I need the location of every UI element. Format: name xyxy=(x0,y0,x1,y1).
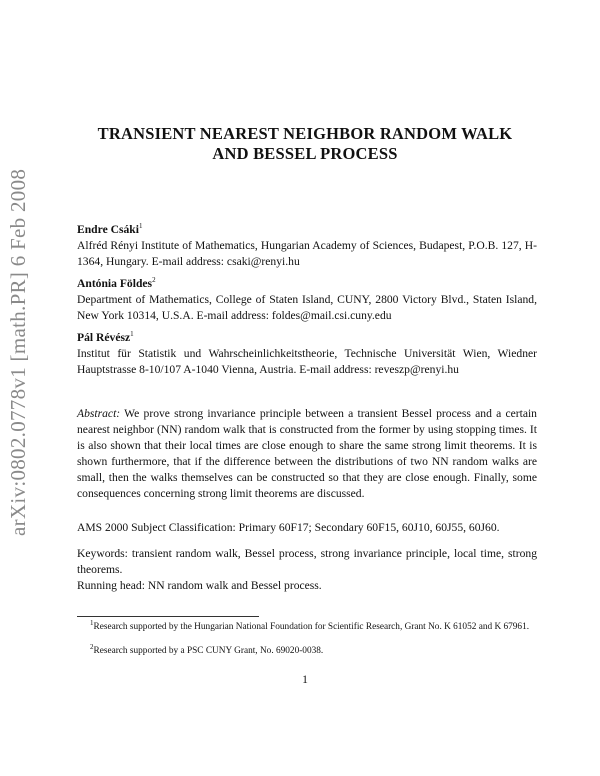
abstract-label: Abstract: xyxy=(77,407,121,420)
author-name: Antónia Földes$^2$ xyxy=(77,276,156,290)
author-name: Endre Csáki$^1$ xyxy=(77,222,143,236)
author-name: Pál Révész$^1$ xyxy=(77,330,134,344)
author-block-1 xyxy=(77,222,537,270)
footnote-1: $^1$Research supported by the Hungarian National Foundation for Scientific Research, Grant No. K 61052 and K 67961. xyxy=(90,618,530,632)
arxiv-identifier: arXiv:0802.0778v1 [math.PR] 6 Feb 2008 xyxy=(6,168,30,536)
author-affiliation: Institut für Statistik und Wahrscheinlichkeitstheorie, Technische Universität Wien, Wiedner Hauptstrasse 8-10/107 A-1040 Vienna, Austria. E-mail address: reveszp@renyi.hu xyxy=(77,347,537,376)
author-affiliation: Alfréd Rényi Institute of Mathematics, Hungarian Academy of Sciences, Budapest, P.O.B. 127, H-1364, Hungary. E-mail address: csaki@renyi.hu xyxy=(77,239,537,268)
ams-classification: AMS 2000 Subject Classification: Primary 60F17; Secondary 60F15, 60J10, 60J55, 60J60. xyxy=(77,521,500,534)
abstract xyxy=(77,406,537,502)
running-head: Running head: NN random walk and Bessel process. xyxy=(77,579,322,592)
footnote-rule xyxy=(77,616,259,617)
page-number: 1 xyxy=(302,673,308,686)
author-block-3 xyxy=(77,330,537,378)
title-line-2: AND BESSEL PROCESS xyxy=(212,144,398,163)
paper-title xyxy=(60,124,550,164)
abstract-text: We prove strong invariance principle between a transient Bessel process and a certain nearest neighbor (NN) random walk that is constructed from the former by using stopping times. It is also shown that their local times are close enough to share the same strong limit theorems. It is shown furthermore, that if the difference between the distributions of two NN random walks are small, then the walks themselves can be constructed so that they are close enough. Finally, some consequences concerning strong limit theorems are discussed. xyxy=(77,407,537,500)
author-block-2 xyxy=(77,276,537,324)
title-line-1: TRANSIENT NEAREST NEIGHBOR RANDOM WALK xyxy=(97,124,513,143)
footnote-2: $^2$Research supported by a PSC CUNY Grant, No. 69020-0038. xyxy=(90,642,324,656)
keywords: Keywords: transient random walk, Bessel process, strong invariance principle, local time, strong theorems. xyxy=(77,547,537,576)
author-affiliation: Department of Mathematics, College of Staten Island, CUNY, 2800 Victory Blvd., Staten Island, New York 10314, U.S.A. E-mail address: foldes@mail.csi.cuny.edu xyxy=(77,293,537,322)
